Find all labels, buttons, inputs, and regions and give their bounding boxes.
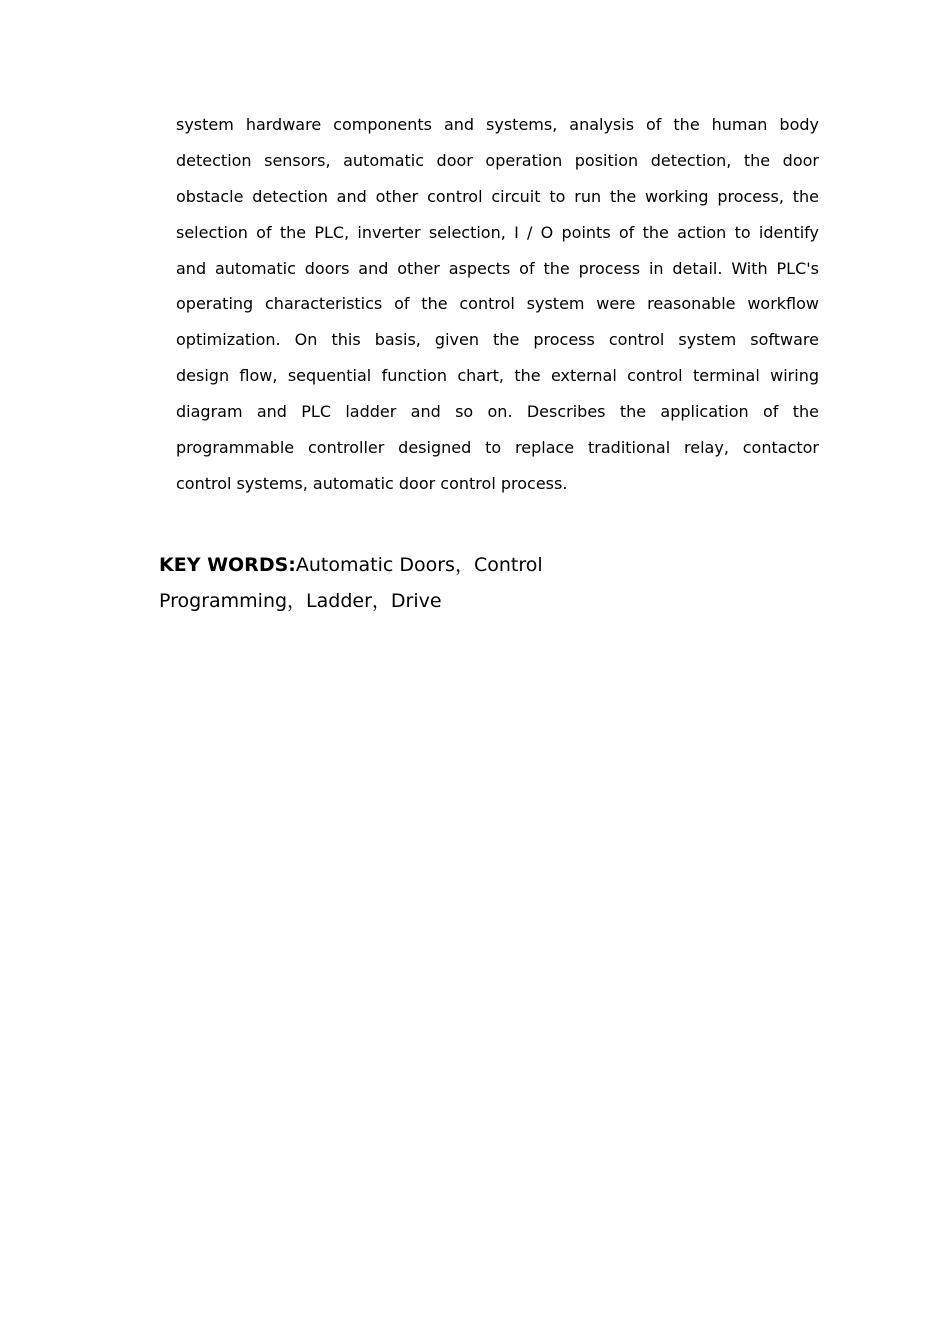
abstract-line: programmable controller designed to replace traditional relay, contactor <box>176 438 819 458</box>
abstract-line: detection sensors, automatic door operation position detection, the door <box>176 150 819 170</box>
keywords-text-2: Programming，Ladder，Drive <box>159 590 442 612</box>
abstract-line: optimization. On this basis, given the process control system software <box>176 330 819 350</box>
abstract-line: selection of the PLC, inverter selection, I / O points of the action to identify <box>176 222 819 242</box>
abstract-line: obstacle detection and other control circuit to run the working process, the <box>176 186 819 206</box>
keywords-label: KEY WORDS: <box>159 554 296 576</box>
abstract-line: design flow, sequential function chart, the external control terminal wiring <box>176 366 819 386</box>
abstract-paragraph <box>176 107 819 502</box>
abstract-line: control systems, automatic door control process. <box>176 473 568 493</box>
abstract-line: system hardware components and systems, analysis of the human body <box>176 115 819 134</box>
abstract-line: diagram and PLC ladder and so on. Describes the application of the <box>176 402 819 422</box>
abstract-line: and automatic doors and other aspects of the process in detail. With PLC's <box>176 258 819 278</box>
keywords-line-1 <box>159 547 799 583</box>
keywords-block <box>159 547 799 619</box>
abstract-line: operating characteristics of the control system were reasonable workflow <box>176 294 819 314</box>
keywords-text-1: Automatic Doors，Control <box>295 554 543 576</box>
